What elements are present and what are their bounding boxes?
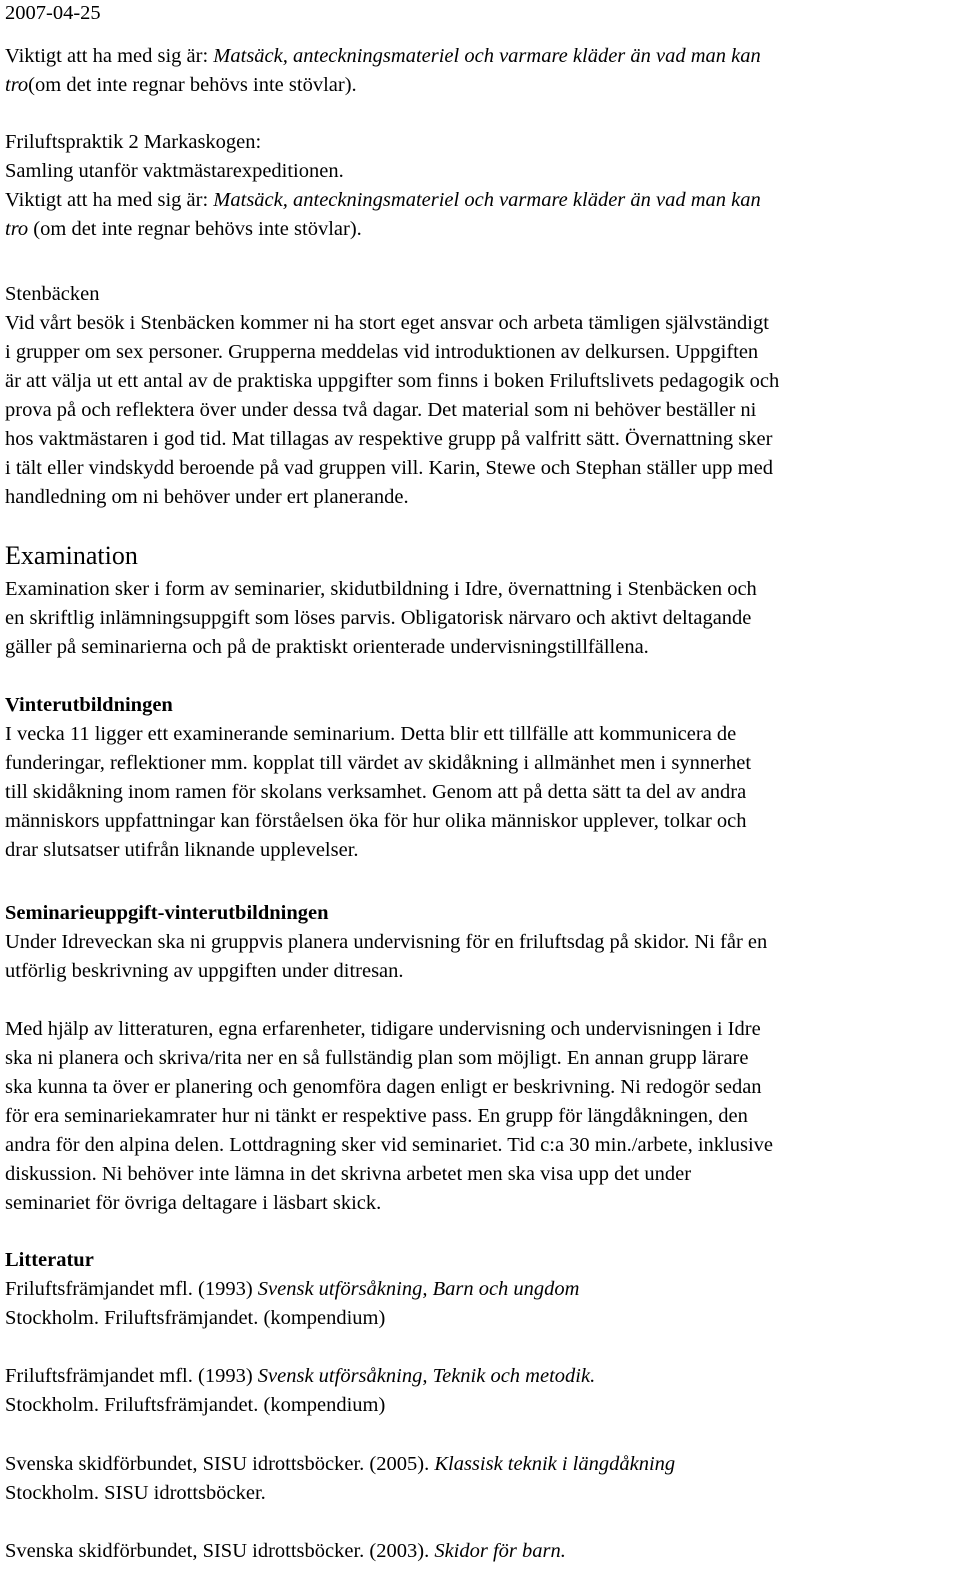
date-line: 2007-04-25 (5, 2, 101, 24)
seminarie-line: Med hjälp av litteraturen, egna erfarenheter, tidigare undervisning och undervisningen i Idre (5, 1018, 761, 1040)
packing-line: Viktigt att ha med sig är: Matsäck, anteckningsmateriel och varmare kläder än vad man kan (5, 189, 761, 211)
reference-entry: Friluftsfrämjandet mfl. (1993) Svensk utförsåkning, Teknik och metodik. (5, 1365, 596, 1387)
examination-line: en skriftlig inlämningsuppgift som löses parvis. Obligatorisk närvaro och aktivt deltagande (5, 607, 752, 629)
vinter-line: människors uppfattningar kan förståelsen öka för hur olika människor upplever, tolkar och (5, 810, 747, 832)
examination-line: gäller på seminarierna och på de praktiskt orienterade undervisningstillfällena. (5, 636, 649, 658)
seminarie-heading: Seminarieuppgift-vinterutbildningen (5, 902, 329, 924)
stenbacken-line: handledning om ni behöver under ert planerande. (5, 486, 409, 508)
seminarie-line: Under Idreveckan ska ni gruppvis planera undervisning för en friluftsdag på skidor. Ni får en (5, 931, 768, 953)
seminarie-line: utförlig beskrivning av uppgiften under ditresan. (5, 960, 404, 982)
stenbacken-line: hos vaktmästaren i god tid. Mat tillagas av respektive grupp på valfritt sätt. Övernattning sker (5, 428, 773, 450)
seminarie-line: diskussion. Ni behöver inte lämna in det skrivna arbetet men ska visa upp det under (5, 1163, 692, 1185)
seminarie-line: för era seminariekamrater hur ni tänkt er respektive pass. En grupp för längdåkningen, den (5, 1105, 748, 1127)
examination-line: Examination sker i form av seminarier, skidutbildning i Idre, övernattning i Stenbäcken och (5, 578, 757, 600)
stenbacken-line: Vid vårt besök i Stenbäcken kommer ni ha stort eget ansvar och arbeta tämligen självständigt (5, 312, 769, 334)
reference-publisher: Stockholm. Friluftsfrämjandet. (kompendium) (5, 1307, 386, 1329)
reference-entry: Friluftsfrämjandet mfl. (1993) Svensk utförsåkning, Barn och ungdom (5, 1278, 580, 1300)
packing-line: tro (om det inte regnar behövs inte stövlar). (5, 218, 362, 240)
vinter-line: till skidåkning inom ramen för skolans verksamhet. Genom att på detta sätt ta del av andra (5, 781, 747, 803)
reference-entry: Svenska skidförbundet, SISU idrottsböcker. (2003). Skidor för barn. (5, 1540, 566, 1562)
vinter-line: funderingar, reflektioner mm. kopplat till värdet av skidåkning i allmänhet men i synnerhet (5, 752, 752, 774)
packing-line: Viktigt att ha med sig är: Matsäck, anteckningsmateriel och varmare kläder än vad man kan (5, 45, 761, 67)
practice-line: Samling utanför vaktmästarexpeditionen. (5, 160, 344, 182)
seminarie-line: andra för den alpina delen. Lottdragning sker vid seminariet. Tid c:a 30 min./arbete, inklusive (5, 1134, 773, 1156)
practice-title: Friluftspraktik 2 Markaskogen: (5, 131, 262, 153)
seminarie-line: ska kunna ta över er planering och genomföra dagen enligt er beskrivning. Ni redogör sedan (5, 1076, 762, 1098)
vinter-line: drar slutsatser utifrån liknande upplevelser. (5, 839, 359, 861)
seminarie-line: seminariet för övriga deltagare i läsbart skick. (5, 1192, 382, 1214)
seminarie-line: ska ni planera och skriva/rita ner en så fullständig plan som möjligt. En annan grupp lärare (5, 1047, 749, 1069)
vinter-heading: Vinterutbildningen (5, 694, 173, 716)
litteratur-heading: Litteratur (5, 1249, 94, 1271)
stenbacken-heading: Stenbäcken (5, 283, 100, 305)
reference-entry: Svenska skidförbundet, SISU idrottsböcker. (2005). Klassisk teknik i längdåkning (5, 1453, 676, 1475)
vinter-line: I vecka 11 ligger ett examinerande seminarium. Detta blir ett tillfälle att kommunicera de (5, 723, 737, 745)
stenbacken-line: är att välja ut ett antal av de praktiska uppgifter som finns i boken Friluftslivets pedagogik och (5, 370, 780, 392)
examination-heading: Examination (5, 541, 138, 570)
reference-publisher: Stockholm. Friluftsfrämjandet. (kompendium) (5, 1394, 386, 1416)
stenbacken-line: i grupper om sex personer. Grupperna meddelas vid introduktionen av delkursen. Uppgiften (5, 341, 759, 363)
stenbacken-line: i tält eller vindskydd beroende på vad gruppen vill. Karin, Stewe och Stephan ställer upp med (5, 457, 773, 479)
packing-line: tro(om det inte regnar behövs inte stövlar). (5, 74, 357, 96)
reference-publisher: Stockholm. SISU idrottsböcker. (5, 1482, 266, 1504)
stenbacken-line: prova på och reflektera över under dessa två dagar. Det material som ni behöver beställer ni (5, 399, 757, 421)
